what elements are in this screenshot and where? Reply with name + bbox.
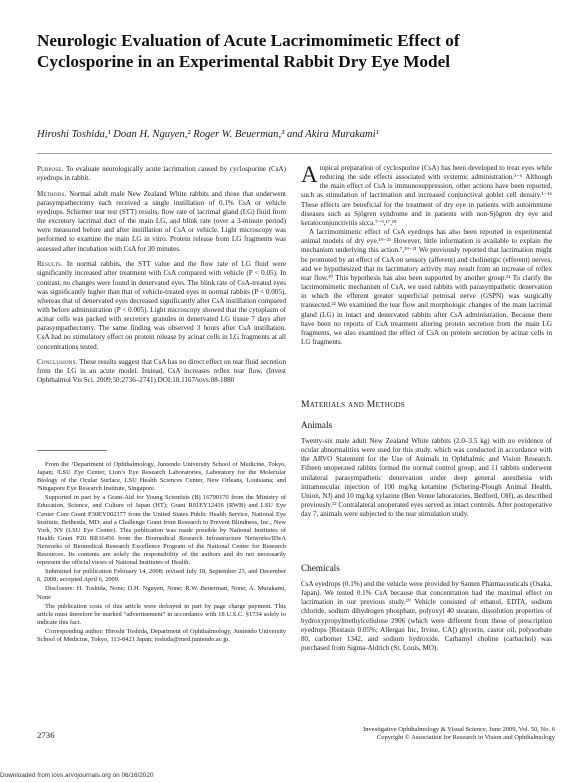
abstract-methods (37, 190, 286, 254)
footnote-disclosure: Disclosure: H. Toshida, None; D.H. Nguyen, None; R.W. Beuerman, None; A. Murakami, None (37, 585, 286, 601)
footnotes (37, 461, 286, 645)
footnote-affiliations: From the ¹Department of Ophthalmology, Juntendo University School of Medicine, Tokyo, Japan; ²LSU Eye Center, Lion’s Eye Research Laboratories, Laboratory for the Molecular Biology of the Ocular Surface, LSU Health Sciences Center, New Orleans, Louisiana; and ³Singapore Eye Research Institute, Singapore. (37, 461, 286, 493)
journal-copyright: Copyright © Association for Research in Vision and Ophthalmology (376, 734, 555, 742)
section-heading-materials: Materials and Methods (301, 399, 405, 410)
animals-paragraph: Twenty-six male adult New Zealand White rabbits (2.0–3.5 kg) with no evidence of ocular abnormalities were used for this study, which was conducted in accordance with the ARVO Statement for the Use of Animals in Ophthalmic and Vision Research. Fifteen unoperated rabbits formed the normal control group, and 11 rabbits underwent unilateral parasympathetic denervation under deep general anesthesia with intramuscular injection of 100 mg/kg ketamine (Schering-Plough Animal Health, Union, NJ) and 10 mg/kg xylazine (Ben Venue laboratories, Bedford, OH), as described previously.²² Contralateral unoperated eyes served as intact controls. After postoperative day 7, animals were subjected to the tear stimulation study. (301, 437, 552, 519)
intro-paragraph-1 (301, 164, 552, 228)
abstract-conclusions (37, 358, 286, 385)
footnote-publication-costs: The publication costs of this article were defrayed in part by page charge payment. This article must therefore be marked “advertisement” in accordance with 18 U.S.C. §1734 solely to indicate this fact. (37, 602, 286, 626)
journal-citation: Investigative Ophthalmology & Visual Science, June 2009, Vol. 50, No. 6 (363, 726, 555, 733)
methods-text: Normal adult male New Zealand White rabbits and those that underwent parasympathectomy each received a single instillation of 0.1% CsA or vehicle eyedrops. Schirmer tear test (STT) results, flow rate of lacrimal gland (LG) fluid from the excretory lacrimal duct of the main LG, and blink rate (over a 3-minute period) were measured before and after instillation of CsA or vehicle. Light microscopy was performed to examine the main LG in vitro. Protein release from LG fragments was assessed after incubation with CsA for 30 minutes. (37, 189, 286, 253)
page-number: 2736 (37, 730, 55, 740)
author-list: Hiroshi Toshida,¹ Doan H. Nguyen,² Roger W. Beuerman,³ and Akira Murakami¹ (37, 129, 379, 140)
intro-text-1: topical preparation of cyclosporine (CsA) has been developed to treat eyes while reducing the side effects associated with systemic administration.¹⁻⁶ Although the main effect of CsA is immunosuppression, other actions have been reported, such as stimulation of lacrimation and increased conjunctival goblet cell density.¹⁻¹⁶ These effects are beneficial for the treatment of dry eye in patients with autoimmune diseases such as Sjögren syndrome and in patients with non-Sjögren dry eye and keratoconjunctivitis sicca.⁷⁻⁹,¹⁷,¹⁸ (301, 164, 552, 227)
purpose-label: Purpose. (37, 165, 64, 173)
header-divider (37, 153, 552, 154)
journal-info (355, 726, 555, 742)
subsection-heading-animals: Animals (301, 420, 333, 430)
article-title: Neurologic Evaluation of Acute Lacrimomimetic Effect of Cyclosporine in an Experimental Rabbit Dry Eye Model (37, 31, 460, 71)
footnote-support: Supported in part by a Grant-Aid for Young Scientists (B) 16790170 from the Ministry of Education, Science, and Culture of Japan (HT); Grant R01EY12416 (RWB) and LSU Eye Center Core Grant P30EY002377 from the United States Public Health Service, National Eye Institute, Bethesda, MD; and a Challenge Grant from Research to Prevent Blindness, Inc., New York, NY (LSU Eye Center). This publication was made possible by National Institutes of Health Grant P20 RR16456 from the Biomedical Research Infrastructure Networks/IDeA Networks of Biomedical Research Excellence Program of the National Center for Research Resources. Its contents are solely the responsibility of the authors and do not necessarily represent the official views of National Institutes of Health. (37, 494, 286, 567)
subsection-heading-chemicals: Chemicals (301, 563, 340, 573)
drop-cap: A (301, 162, 318, 187)
footnote-divider (37, 450, 107, 451)
footnote-submitted: Submitted for publication February 14, 2008; revised July 18, September 23, and December 6, 2008; accepted April 6, 2009. (37, 568, 286, 584)
methods-label: Methods. (37, 189, 67, 198)
results-text: In normal rabbits, the STT value and the flow rate of LG fluid were significantly increased after treatment with CsA compared with vehicle (P < 0.05). In contrast, no changes were found in denervated eyes. The blink rate of CsA-treated eyes was significantly higher than that of vehicle-treated eyes in normal rabbits (P < 0.005), whereas that of denervated eyes decreased significantly after CsA instillation compared with before administration (P < 0.005). Light microscopy showed that the cytoplasm of acinar cells was packed with secretory granules in denervated LG tissue 7 days after parasympathectomy. The same finding was observed 3 hours after CsA instillation. CsA had no stimulatory effect on protein release by acinar cells in LG fragments at all concentrations tested. (37, 260, 286, 351)
abstract-results (37, 260, 286, 352)
download-stamp: Downloaded from iovs.arvojournals.org on 06/16/2020 (0, 772, 154, 779)
intro-paragraph-2: A lacrimomimetic effect of CsA eyedrops has also been reported in experimental animal models of dry eye.¹⁹⁻²¹ However, little information is available to explain the mechanism underlying this action.⁷,¹⁹⁻²¹ We previously reported that lacrimation might be promoted by an effect of CsA on sensory (afferent) and cholinergic (efferent) nerves, and we hypothesized that its lacrimatory activity may result from an increase of reflex tear flow.²⁰ This hypothesis has also been supported by another group.²¹ To clarify the lacrimomimetic mechanism of CsA, we used rabbits with parasympathetic denervation in which the efferent greater superficial petrosal nerve (GSPN) was surgically transected.²² We examined the tear flow and morphologic changes of the main lacrimal gland (LG) in intact and denervated rabbits after CsA administration. Because there have been no reports of CsA treatment altering protein secretion from the main LG fragments, we also examined the effect of CsA on protein secretion by acinar cells in LG fragments. (301, 228, 552, 346)
footnote-corresponding-author: Corresponding author: Hiroshi Toshida, Department of Ophthalmology, Juntendo University School of Medicine, Tokyo, 113-8421 Japan; toshida@med.juntendo.ac.jp. (37, 627, 286, 643)
abstract-purpose (37, 165, 286, 183)
introduction (301, 164, 552, 347)
abstract (37, 165, 286, 392)
conclusions-text: These results suggest that CsA has no direct effect on tear fluid secretion from the LG in an acute model. Instead, CsA increases reflex tear flow. (Invest Ophthalmol Vis Sci. 2009;50:2736–2741) DOI:10.1167/iovs.08-1880 (37, 358, 286, 385)
results-label: Results. (37, 260, 63, 269)
chemicals-paragraph: CsA eyedrops (0.1%) and the vehicle were provided by Santen Pharmaceuticals (Osaka, Japan). We tested 0.1% CsA because that concentration had the maximal effect on lacrimation in our previous study.²⁰ Vehicle consisted of ethanol, EDTA, sodium chloride, sodium dihydrogen phosphate, polyoxyl 40 stearate, dissolution properties of hydroxypropylmethylcellulose 2906 (which were different from those of prescription eyedrops [Restasis 0.05%; Allergan Inc, Irvine, CA]) glycerin, castor oil, polysorbate 80, carbomer 1342, and sodium hydroxide. Carbamyl choline (carbachol) was purchased from Sigma-Aldrich (St. Louis, MO). (301, 580, 552, 653)
conclusions-label: Conclusions. (37, 358, 78, 367)
purpose-text: To evaluate neurologically acute lacrimation caused by cyclosporine (CsA) eyedrops in rabbit. (37, 165, 286, 183)
